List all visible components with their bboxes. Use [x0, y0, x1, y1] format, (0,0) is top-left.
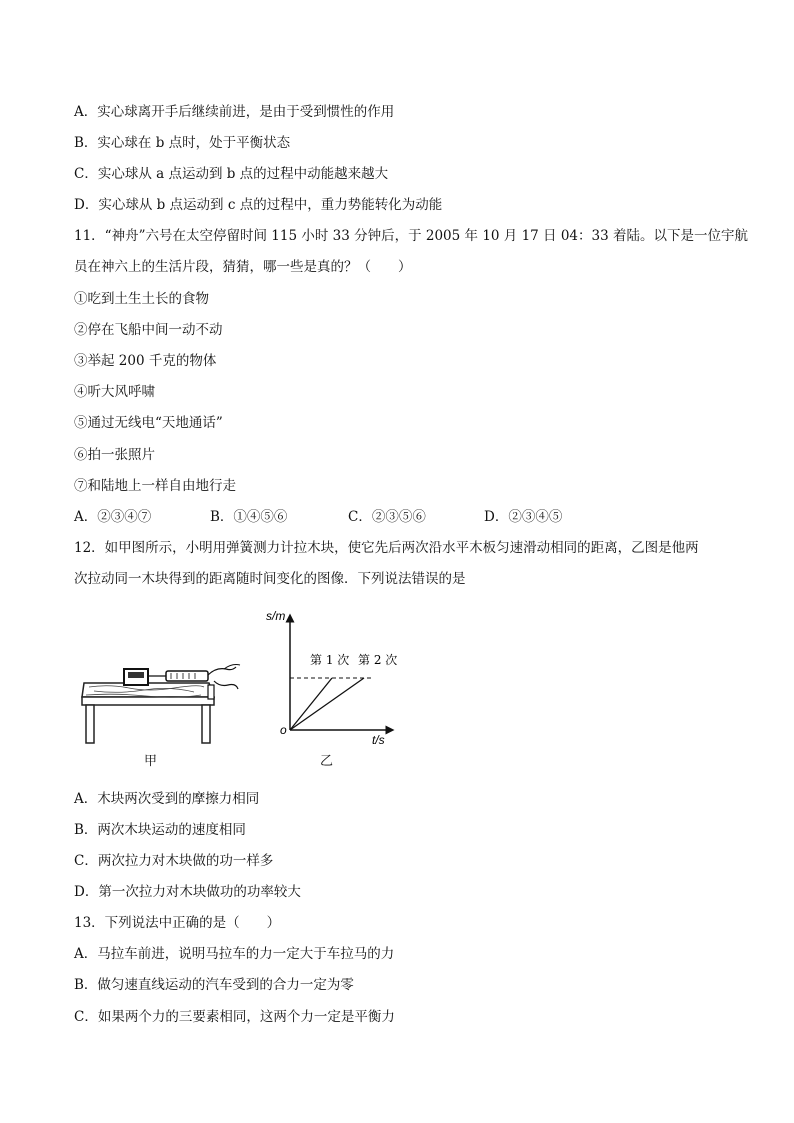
- q10-option-a: A．实心球离开手后继续前进，是由于受到惯性的作用: [74, 104, 395, 120]
- q13-stem: 13．下列说法中正确的是（ ）: [74, 915, 281, 931]
- q11-item-6: ⑥拍一张照片: [74, 447, 155, 463]
- spring-scale-table-illustration: [74, 645, 254, 745]
- q11-option-c: C．②③⑤⑥: [348, 509, 426, 525]
- line-second-pull: [290, 678, 364, 730]
- line2-label: 第 2 次: [358, 653, 398, 667]
- q12-stem-line2: 次拉动同一木块得到的距离随时间变化的图像．下列说法错误的是: [74, 571, 466, 587]
- q11-item-1: ①吃到土生土长的食物: [74, 291, 209, 307]
- q11-item-7: ⑦和陆地上一样自由地行走: [74, 478, 236, 494]
- figure-caption-jia: 甲: [144, 754, 158, 769]
- q11-option-b: B．①④⑤⑥: [210, 509, 288, 525]
- distance-time-graph: [260, 608, 400, 748]
- line-first-pull: [290, 678, 332, 730]
- q12-stem-line1: 12．如甲图所示，小明用弹簧测力计拉木块，使它先后两次沿水平木板匀速滑动相同的距离，乙图是他两: [74, 540, 699, 556]
- q12-option-c: C．两次拉力对木块做的功一样多: [74, 853, 274, 869]
- origin-label: o: [280, 723, 287, 737]
- q11-item-3: ③举起 200 千克的物体: [74, 353, 217, 369]
- q13-option-c: C．如果两个力的三要素相同，这两个力一定是平衡力: [74, 1009, 395, 1025]
- q12-option-d: D．第一次拉力对木块做功的功率较大: [74, 884, 301, 900]
- q11-item-4: ④听大风呼啸: [74, 384, 155, 400]
- q13-option-a: A．马拉车前进，说明马拉车的力一定大于车拉马的力: [74, 946, 395, 962]
- q10-option-d: D．实心球从 b 点运动到 c 点的过程中，重力势能转化为动能: [74, 197, 443, 213]
- y-axis-label: s/m: [266, 609, 286, 623]
- x-axis-label: t/s: [372, 733, 385, 747]
- q12-option-a: A．木块两次受到的摩擦力相同: [74, 791, 260, 807]
- q11-option-d: D．②③④⑤: [484, 509, 563, 525]
- figure-caption-yi: 乙: [320, 754, 334, 769]
- q13-option-b: B．做匀速直线运动的汽车受到的合力一定为零: [74, 977, 354, 993]
- line1-label: 第 1 次: [310, 653, 350, 667]
- q11-option-a: A．②③④⑦: [74, 509, 152, 525]
- q12-figure: [74, 600, 434, 780]
- q11-item-2: ②停在飞船中间一动不动: [74, 322, 223, 338]
- q11-item-5: ⑤通过无线电“天地通话”: [74, 415, 223, 431]
- q11-stem-line2: 员在神六上的生活片段，猜猜，哪一些是真的？（ ）: [74, 259, 412, 275]
- q12-option-b: B．两次木块运动的速度相同: [74, 822, 246, 838]
- q10-option-c: C．实心球从 a 点运动到 b 点的过程中动能越来越大: [74, 166, 389, 182]
- q10-option-b: B．实心球在 b 点时，处于平衡状态: [74, 135, 291, 151]
- q11-options: [74, 508, 562, 526]
- q11-stem-line1: 11．“神舟”六号在太空停留时间 115 小时 33 分钟后，于 2005 年 10 月 17 日 04：33 着陆。以下是一位宇航: [74, 228, 748, 244]
